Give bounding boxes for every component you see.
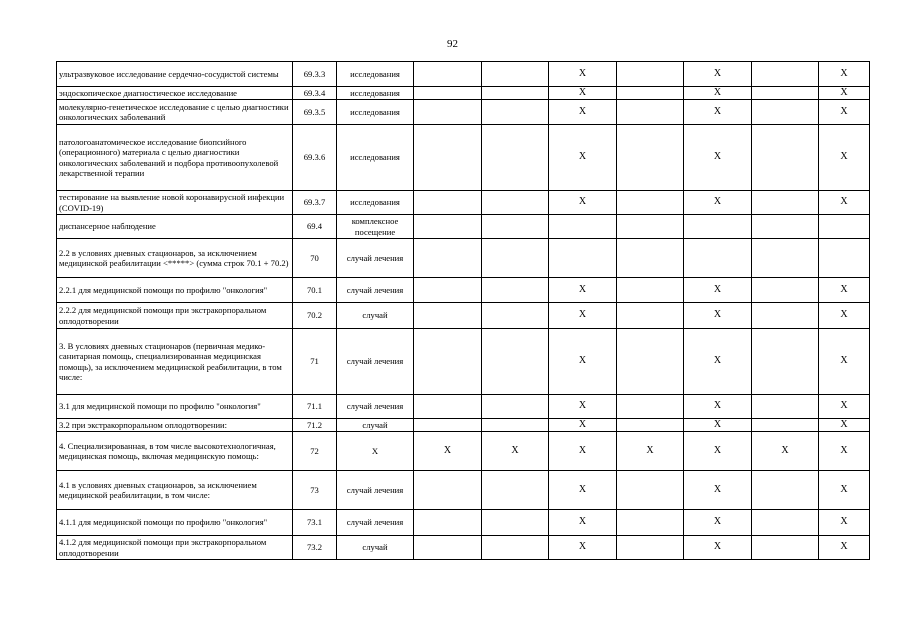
- row-mark-cell: [819, 215, 870, 239]
- row-unit-cell: случай лечения: [337, 510, 414, 536]
- row-mark-cell: X: [414, 432, 482, 471]
- row-mark-cell: X: [819, 471, 870, 510]
- row-mark-cell: [414, 536, 482, 560]
- table-row: [57, 395, 870, 419]
- row-code-cell: 70.1: [293, 278, 337, 303]
- row-mark-cell: [752, 215, 819, 239]
- row-mark-cell: X: [684, 100, 752, 125]
- table-row: [57, 432, 870, 471]
- financing-table: [56, 61, 870, 560]
- row-mark-cell: X: [549, 471, 617, 510]
- row-mark-cell: [549, 239, 617, 278]
- row-mark-cell: X: [819, 432, 870, 471]
- row-name-cell: 4.1 в условиях дневных стационаров, за исключением медицинской реабилитации, в том числе:: [57, 471, 293, 510]
- row-mark-cell: [617, 303, 684, 329]
- table-row: [57, 329, 870, 395]
- table-row: [57, 536, 870, 560]
- row-mark-cell: X: [549, 510, 617, 536]
- row-mark-cell: X: [819, 125, 870, 191]
- table-row: [57, 239, 870, 278]
- row-mark-cell: [482, 87, 549, 100]
- row-mark-cell: [752, 239, 819, 278]
- table-row: [57, 303, 870, 329]
- row-unit-cell: исследования: [337, 62, 414, 87]
- row-mark-cell: [752, 278, 819, 303]
- row-code-cell: 71: [293, 329, 337, 395]
- row-mark-cell: X: [549, 100, 617, 125]
- row-mark-cell: [819, 239, 870, 278]
- row-mark-cell: [482, 536, 549, 560]
- row-mark-cell: [684, 215, 752, 239]
- row-mark-cell: X: [819, 278, 870, 303]
- row-mark-cell: X: [819, 303, 870, 329]
- row-code-cell: 69.4: [293, 215, 337, 239]
- row-mark-cell: [752, 395, 819, 419]
- row-mark-cell: X: [684, 87, 752, 100]
- row-name-cell: 2.2.2 для медицинской помощи при экстракорпоральном оплодотворении: [57, 303, 293, 329]
- row-name-cell: ультразвуковое исследование сердечно-сосудистой системы: [57, 62, 293, 87]
- row-mark-cell: [617, 62, 684, 87]
- table-row: [57, 215, 870, 239]
- row-mark-cell: X: [549, 278, 617, 303]
- row-mark-cell: X: [684, 419, 752, 432]
- row-mark-cell: [752, 100, 819, 125]
- row-code-cell: 69.3.5: [293, 100, 337, 125]
- row-code-cell: 69.3.3: [293, 62, 337, 87]
- row-mark-cell: [617, 191, 684, 215]
- row-unit-cell: исследования: [337, 100, 414, 125]
- row-mark-cell: [414, 62, 482, 87]
- row-mark-cell: X: [549, 432, 617, 471]
- row-mark-cell: [752, 329, 819, 395]
- row-mark-cell: [752, 87, 819, 100]
- row-mark-cell: [482, 278, 549, 303]
- row-name-cell: 2.2.1 для медицинской помощи по профилю "онкология": [57, 278, 293, 303]
- row-mark-cell: X: [684, 62, 752, 87]
- row-unit-cell: случай: [337, 536, 414, 560]
- row-mark-cell: [617, 215, 684, 239]
- row-mark-cell: [414, 125, 482, 191]
- row-name-cell: 4. Специализированная, в том числе высокотехнологичная, медицинская помощь, включая медицинскую помощь:: [57, 432, 293, 471]
- row-mark-cell: X: [819, 100, 870, 125]
- row-mark-cell: [617, 419, 684, 432]
- row-mark-cell: [414, 419, 482, 432]
- table-row: [57, 62, 870, 87]
- table-body: [57, 62, 870, 560]
- row-name-cell: диспансерное наблюдение: [57, 215, 293, 239]
- row-mark-cell: [617, 395, 684, 419]
- table-row: [57, 471, 870, 510]
- row-unit-cell: случай: [337, 419, 414, 432]
- row-mark-cell: [617, 239, 684, 278]
- row-code-cell: 69.3.4: [293, 87, 337, 100]
- row-mark-cell: X: [819, 536, 870, 560]
- row-mark-cell: X: [819, 191, 870, 215]
- row-name-cell: патологоанатомическое исследование биопсийного (операционного) материала с целью диагностики онкологических заболеваний и подбора противоопухолевой лекарственной терапии: [57, 125, 293, 191]
- row-mark-cell: [752, 536, 819, 560]
- row-code-cell: 73.1: [293, 510, 337, 536]
- row-mark-cell: [414, 303, 482, 329]
- row-mark-cell: [482, 100, 549, 125]
- table-row: [57, 191, 870, 215]
- row-mark-cell: X: [549, 395, 617, 419]
- row-mark-cell: [752, 510, 819, 536]
- row-mark-cell: X: [684, 278, 752, 303]
- row-unit-cell: случай лечения: [337, 471, 414, 510]
- row-mark-cell: [414, 87, 482, 100]
- row-mark-cell: X: [819, 419, 870, 432]
- row-mark-cell: [482, 191, 549, 215]
- row-mark-cell: [414, 329, 482, 395]
- row-mark-cell: [684, 239, 752, 278]
- row-unit-cell: случай лечения: [337, 329, 414, 395]
- row-name-cell: эндоскопическое диагностическое исследование: [57, 87, 293, 100]
- row-mark-cell: X: [549, 303, 617, 329]
- row-mark-cell: [752, 191, 819, 215]
- row-mark-cell: X: [482, 432, 549, 471]
- row-unit-cell: исследования: [337, 191, 414, 215]
- row-mark-cell: X: [684, 125, 752, 191]
- row-mark-cell: [617, 125, 684, 191]
- row-mark-cell: [414, 510, 482, 536]
- row-code-cell: 71.1: [293, 395, 337, 419]
- row-mark-cell: X: [819, 329, 870, 395]
- row-mark-cell: X: [684, 471, 752, 510]
- row-unit-cell: случай лечения: [337, 395, 414, 419]
- row-unit-cell: комплексное посещение: [337, 215, 414, 239]
- row-mark-cell: X: [549, 125, 617, 191]
- row-code-cell: 73.2: [293, 536, 337, 560]
- row-mark-cell: X: [684, 432, 752, 471]
- row-mark-cell: [414, 215, 482, 239]
- row-mark-cell: X: [549, 329, 617, 395]
- row-mark-cell: [752, 419, 819, 432]
- row-mark-cell: [414, 239, 482, 278]
- row-mark-cell: [617, 278, 684, 303]
- row-mark-cell: [482, 471, 549, 510]
- row-mark-cell: X: [684, 329, 752, 395]
- row-mark-cell: X: [819, 395, 870, 419]
- table-row: [57, 510, 870, 536]
- row-code-cell: 69.3.7: [293, 191, 337, 215]
- row-mark-cell: [617, 471, 684, 510]
- row-mark-cell: X: [549, 536, 617, 560]
- row-mark-cell: X: [819, 510, 870, 536]
- row-name-cell: 4.1.2 для медицинской помощи при экстракорпоральном оплодотворении: [57, 536, 293, 560]
- row-unit-cell: случай лечения: [337, 239, 414, 278]
- row-mark-cell: [752, 471, 819, 510]
- row-mark-cell: [482, 329, 549, 395]
- row-mark-cell: [549, 215, 617, 239]
- row-mark-cell: X: [549, 62, 617, 87]
- row-unit-cell: случай: [337, 303, 414, 329]
- row-mark-cell: X: [684, 191, 752, 215]
- row-unit-cell: исследования: [337, 125, 414, 191]
- row-name-cell: 2.2 в условиях дневных стационаров, за исключением медицинской реабилитации <*****> (сумма строк 70.1 + 70.2): [57, 239, 293, 278]
- row-mark-cell: X: [684, 395, 752, 419]
- row-mark-cell: X: [549, 419, 617, 432]
- row-mark-cell: [482, 419, 549, 432]
- table-row: [57, 87, 870, 100]
- row-name-cell: молекулярно-генетическое исследование с целью диагностики онкологических заболеваний: [57, 100, 293, 125]
- row-mark-cell: X: [819, 62, 870, 87]
- row-mark-cell: X: [617, 432, 684, 471]
- row-mark-cell: X: [684, 510, 752, 536]
- row-unit-cell: исследования: [337, 87, 414, 100]
- row-mark-cell: [752, 303, 819, 329]
- row-name-cell: 3. В условиях дневных стационаров (первичная медико-санитарная помощь, специализированная медицинская помощь), за исключением медицинской реабилитации, в том числе:: [57, 329, 293, 395]
- row-mark-cell: [482, 125, 549, 191]
- row-mark-cell: [414, 395, 482, 419]
- row-mark-cell: [617, 510, 684, 536]
- row-code-cell: 73: [293, 471, 337, 510]
- row-name-cell: 3.2 при экстракорпоральном оплодотворении:: [57, 419, 293, 432]
- row-mark-cell: [482, 62, 549, 87]
- row-mark-cell: [414, 100, 482, 125]
- table-row: [57, 278, 870, 303]
- row-name-cell: тестирование на выявление новой коронавирусной инфекции (COVID-19): [57, 191, 293, 215]
- table-row: [57, 125, 870, 191]
- row-mark-cell: [414, 191, 482, 215]
- page-number: 92: [447, 38, 458, 50]
- row-name-cell: 3.1 для медицинской помощи по профилю "онкология": [57, 395, 293, 419]
- row-mark-cell: [752, 62, 819, 87]
- row-name-cell: 4.1.1 для медицинской помощи по профилю "онкология": [57, 510, 293, 536]
- row-mark-cell: X: [684, 536, 752, 560]
- row-mark-cell: [482, 395, 549, 419]
- table-row: [57, 419, 870, 432]
- row-mark-cell: [617, 100, 684, 125]
- row-code-cell: 71.2: [293, 419, 337, 432]
- row-mark-cell: X: [549, 87, 617, 100]
- row-code-cell: 70: [293, 239, 337, 278]
- row-mark-cell: X: [684, 303, 752, 329]
- row-mark-cell: [414, 278, 482, 303]
- row-mark-cell: [752, 125, 819, 191]
- row-mark-cell: [414, 471, 482, 510]
- row-code-cell: 72: [293, 432, 337, 471]
- row-mark-cell: [482, 510, 549, 536]
- row-mark-cell: [617, 536, 684, 560]
- row-mark-cell: [617, 329, 684, 395]
- row-mark-cell: [482, 303, 549, 329]
- row-mark-cell: [482, 239, 549, 278]
- row-code-cell: 69.3.6: [293, 125, 337, 191]
- row-mark-cell: X: [752, 432, 819, 471]
- row-code-cell: 70.2: [293, 303, 337, 329]
- row-unit-cell: случай лечения: [337, 278, 414, 303]
- row-unit-cell: X: [337, 432, 414, 471]
- row-mark-cell: [482, 215, 549, 239]
- row-mark-cell: [617, 87, 684, 100]
- row-mark-cell: X: [549, 191, 617, 215]
- row-mark-cell: X: [819, 87, 870, 100]
- table-row: [57, 100, 870, 125]
